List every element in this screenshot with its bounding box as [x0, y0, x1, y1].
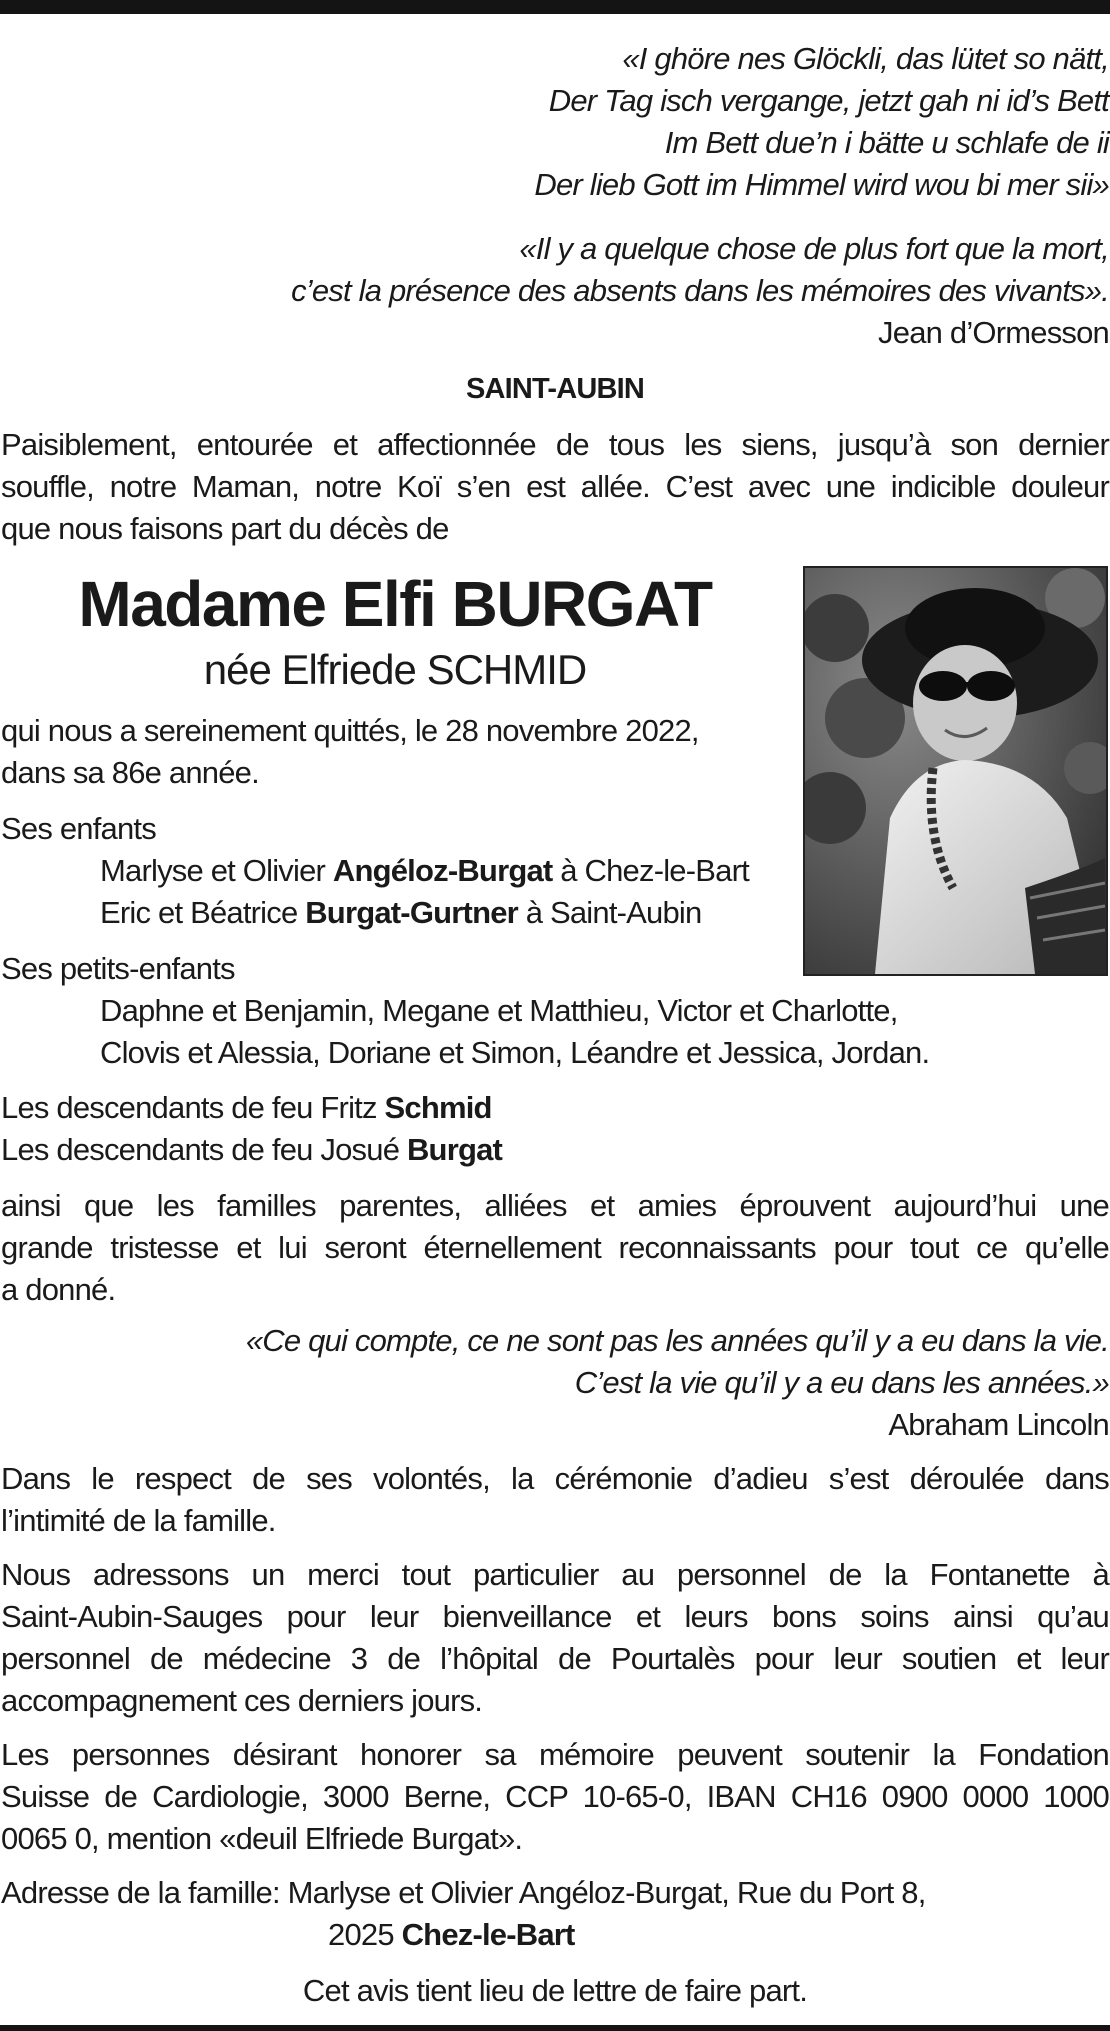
death-line: qui nous a sereinement quittés, le 28 novembre 2022, — [1, 713, 699, 748]
quote-line: «Il y a quelque chose de plus fort que la mort, — [519, 231, 1109, 266]
intro-line: que nous faisons part du décès de — [1, 511, 449, 546]
poem-line: Der Tag isch vergange, jetzt gah ni id’s Bett — [548, 83, 1109, 118]
donation-line: Suisse de Cardiologie, 3000 Berne, CCP 10-65-0, IBAN CH16 0900 0000 1000 — [1, 1779, 1109, 1814]
quote-line: «Ce qui compte, ce ne sont pas les années qu’il y a eu dans la vie. — [245, 1323, 1109, 1358]
quote-author: Jean d’Ormesson — [878, 315, 1109, 350]
portrait-image — [805, 568, 1106, 974]
child-place: à Saint-Aubin — [525, 895, 702, 930]
child-row — [100, 892, 701, 934]
descendants-line — [1, 1087, 492, 1129]
child-family-name: Angéloz-Burgat — [332, 853, 553, 888]
thanks-line: Nous adressons un merci tout particulier au personnel de la Fontanette à — [1, 1557, 1109, 1592]
child-row — [100, 850, 749, 892]
death-line: dans sa 86e année. — [1, 755, 259, 790]
deceased-name: Madame Elfi BURGAT — [78, 568, 712, 640]
child-family-name: Burgat-Gurtner — [305, 895, 518, 930]
grandchildren-line: Clovis et Alessia, Doriane et Simon, Léandre et Jessica, Jordan. — [100, 1035, 930, 1070]
thanks-line: Saint-Aubin-Sauges pour leur bienveillance et leurs bons soins ainsi qu’au — [1, 1599, 1109, 1634]
families-line: a donné. — [1, 1272, 116, 1307]
descendants-name: Schmid — [384, 1090, 492, 1125]
poem-line: Der lieb Gott im Himmel wird wou bi mer sii» — [534, 167, 1109, 202]
top-border — [0, 0, 1110, 14]
ceremony-line: l’intimité de la famille. — [1, 1503, 276, 1538]
poem-line: «I ghöre nes Glöckli, das lütet so nätt, — [622, 41, 1109, 76]
donation-line: Les personnes désirant honorer sa mémoire peuvent soutenir la Fondation — [1, 1737, 1109, 1772]
intro-line: souffle, notre Maman, notre Koï s’en est allée. C’est avec une indicible douleur — [1, 469, 1109, 504]
quote-line: c’est la présence des absents dans les mémoires des vivants». — [291, 273, 1109, 308]
families-line: grande tristesse et lui seront éternellement reconnaissants pour tout ce qu’elle — [1, 1230, 1109, 1265]
donation-line: 0065 0, mention «deuil Elfriede Burgat». — [1, 1821, 523, 1856]
thanks-line: personnel de médecine 3 de l’hôpital de Pourtalès pour leur soutien et leur — [1, 1641, 1109, 1676]
postcode: 2025 — [328, 1917, 394, 1952]
child-first-names: Marlyse et Olivier — [100, 853, 326, 888]
city: Chez-le-Bart — [401, 1917, 575, 1952]
families-line: ainsi que les familles parentes, alliées et amies éprouvent aujourd’hui une — [1, 1188, 1109, 1223]
intro-line: Paisiblement, entourée et affectionnée de tous les siens, jusqu’à son dernier — [1, 427, 1109, 462]
ceremony-line: Dans le respect de ses volontés, la cérémonie d’adieu s’est déroulée dans — [1, 1461, 1109, 1496]
bottom-border — [0, 2025, 1110, 2031]
quote-line: C’est la vie qu’il y a eu dans les années.» — [574, 1365, 1109, 1400]
child-first-names: Eric et Béatrice — [100, 895, 298, 930]
family-address: Adresse de la famille: Marlyse et Olivier Angéloz-Burgat, Rue du Port 8, — [1, 1875, 926, 1910]
deceased-photo — [803, 566, 1108, 976]
grandchildren-heading: Ses petits-enfants — [1, 951, 235, 986]
descendants-prefix: Les descendants de feu Fritz — [1, 1090, 377, 1125]
deceased-birth-name: née Elfriede SCHMID — [203, 646, 587, 693]
descendants-name: Burgat — [406, 1132, 503, 1167]
location-heading: SAINT-AUBIN — [465, 373, 645, 405]
poem-line: Im Bett due’n i bätte u schlafe de ii — [664, 125, 1109, 160]
child-place: à Chez-le-Bart — [560, 853, 749, 888]
children-heading: Ses enfants — [1, 811, 156, 846]
descendants-line — [1, 1129, 502, 1171]
thanks-line: accompagnement ces derniers jours. — [1, 1683, 483, 1718]
closing-note: Cet avis tient lieu de lettre de faire part. — [302, 1973, 808, 2008]
descendants-prefix: Les descendants de feu Josué — [1, 1132, 400, 1167]
quote-author: Abraham Lincoln — [888, 1407, 1109, 1442]
grandchildren-line: Daphne et Benjamin, Megane et Matthieu, Victor et Charlotte, — [100, 993, 898, 1028]
family-address-city-line — [328, 1914, 575, 1956]
